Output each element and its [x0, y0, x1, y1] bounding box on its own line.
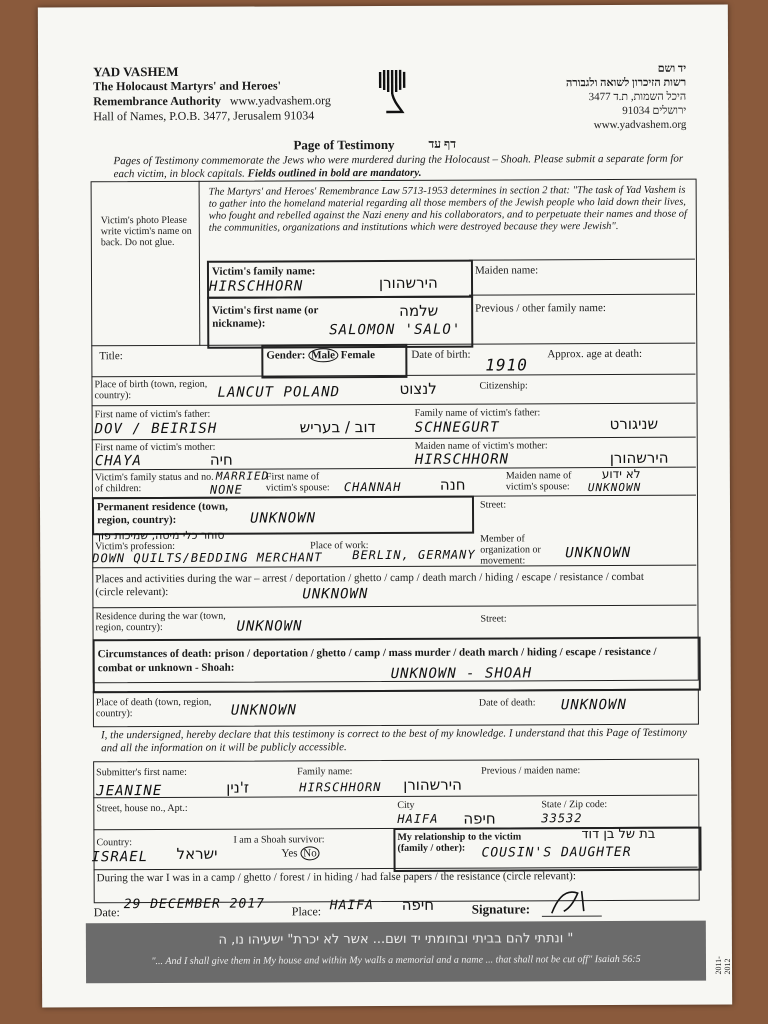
- war-places-label: Places and activities during the war – arrest / deportation / ghetto / camp / death march / hiding / escape / resistance / combat (circle relevant):: [95, 570, 644, 599]
- survivor-yes-option[interactable]: Yes: [281, 847, 298, 860]
- place-birth-value: LANCUT POLAND: [217, 384, 341, 401]
- family-name-value: HIRSCHHORN: [209, 278, 304, 295]
- submitter-previous-label: Previous / maiden name:: [481, 765, 581, 777]
- city-value: HAIFA: [397, 811, 439, 826]
- street-label: Street:: [479, 499, 507, 511]
- submitter-first-label: Submitter's first name:: [96, 766, 187, 779]
- zip-value: 33532: [541, 811, 583, 826]
- signature-label: Signature:: [471, 901, 531, 917]
- spouse-first-label: First name of victim's spouse:: [265, 471, 330, 494]
- during-war-label: During the war I was in a camp / ghetto / forest / in hiding / had false papers / the resistance (circle relevant):: [96, 870, 576, 885]
- survivor-no-option[interactable]: No: [300, 846, 320, 860]
- org-line2: The Holocaust Martyrs' and Heroes': [93, 78, 281, 94]
- address: Hall of Names, P.O.B. 3477, Jerusalem 91034: [93, 108, 315, 124]
- page-title-hebrew: דף עד: [428, 136, 457, 151]
- header-right-hebrew: יד ושם רשות הזיכרון לשואה ולגבורה היכל השמות, ת.ד 3477 ירושלים 91034 www.yadvashem.org: [565, 62, 687, 132]
- country-label: Country:: [96, 837, 133, 849]
- family-status-label: Victim's family status and no. of children:: [94, 471, 214, 495]
- relationship-hebrew: בת של בן דוד: [581, 826, 656, 843]
- permanent-residence-value: UNKNOWN: [250, 510, 317, 527]
- war-places-value: UNKNOWN: [302, 586, 369, 603]
- profession-value: DOWN QUILTS/BEDDING MERCHANT: [92, 550, 323, 566]
- father-family-hebrew: שניגורט: [609, 414, 659, 434]
- res-war-label: Residence during the war (town, region, country):: [95, 610, 226, 634]
- spouse-first-hebrew: חנה: [439, 475, 466, 494]
- law-text: The Martyrs' and Heroes' Remembrance Law 5713-1953 determines in section 2 that: "The task of Yad Vashem is to gather into the homeland material regarding all those members of the Jewish people who laid down their lives, who fought and rebelled against the Nazi eneny and his collaborators, and to perpetuate their names and those of the communities, organizations and institutions which were destroyed because they were Jewish".: [208, 184, 687, 234]
- member-org-value: UNKNOWN: [565, 544, 632, 562]
- place-birth-hebrew: לנצוט: [399, 379, 437, 398]
- first-name-value: SALOMON 'SALO': [329, 321, 462, 339]
- father-first-hebrew: דוב / בעריש: [299, 418, 376, 437]
- gender-female-option[interactable]: Female: [340, 349, 376, 362]
- org-name: YAD VASHEM: [93, 63, 179, 80]
- place-label: Place:: [291, 904, 322, 919]
- submitter-first-value: JEANINE: [96, 782, 163, 800]
- spouse-maiden-hebrew: לא ידוע: [601, 466, 641, 482]
- approx-age-label: Approx. age at death:: [547, 347, 643, 361]
- street-house-label: Street, house no., Apt.:: [96, 802, 188, 815]
- place-value: HAIFA: [329, 898, 374, 914]
- mother-maiden-label: Maiden name of victim's mother:: [414, 440, 548, 452]
- mother-maiden-value: HIRSCHHORN: [414, 451, 510, 468]
- quote-hebrew: " ונתתי להם בביתי ובחומתי יד ושם... אשר לא יכרת" ישעיהו נו, ה: [218, 931, 574, 948]
- testimony-form-page: YAD VASHEM The Holocaust Martyrs' and Heroes' Remembrance Authority www.yadvashem.org Hall of Names, P.O.B. 3477, Jerusalem 91034 יד ושם רשות הזיכרון לשואה ולגבורה היכל השמות, ת.ד 3477 ירושלים 91034 www.yadvashem.org Page of Testimony דף עד Pages of Testimony commemorate the Jews who were murdered during the Holocaust – Shoah. Please submit a separate form for each victim, in block capitals. Fields outlined in bold are mandatory. Victim's photo Please write victim's name on back. Do not glue. The Martyrs' and Heroes' Remembrance Law 5713-1953 determines in section 2 that: "The task of Yad Vashem is to gather into the homeland material regarding all those members of the Jewish people who laid down their lives, who fought and rebelled against the Nazi eneny and his collaborators, and to perpetuate their names and those of the communities, organizations and institutions which were destroyed because they were Jewish". Victim's family name: HIRSCHHORN הירשהורן Maiden name: Victim's first name (or nickname): SALOMON 'SALO' שלמה Previous / other family name: Title: Gender: Male Female Date of birth: 1910 Approx. age at death: Place of birth (town, region, country): LANCUT POLAND לנצוט Citizenship: First name of victim's father: DOV / BEIRISH דוב / בעריש Family name of victim's father: SCHNEGURT שניגורט First name of victim's mother: CHAYA חיה Maiden name of victim's mother: HIRSCHHORN הירשהורן Victim's family status and no. of children: MARRIED NONE First name of victim's spouse: CHANNAH חנה Maiden name of victim's spouse: לא ידוע UNKNOWN Permanent residence (town, region, country): UNKNOWN Street: סוחר כלי מיטה, שמיכות פוך Victim's profession: DOWN QUILTS/BEDDING MERCHANT Place of work: BERLIN, GERMANY Member of organization or movement: UNKNOWN Places and activities during the war – arrest / deportation / ghetto / camp / death march / hiding / escape / resistance / combat (circle relevant): UNKNOWN Residence during the war (town, region, country): UNKNOWN Street: Circumstances of death: prison / deportation / ghetto / camp / mass murder / death march / hiding / escape / resistance / combat or unknown - Shoah: UNKNOWN - SHOAH Place of death (town, region, country): UNKNOWN Date of death: UNKNOWN I, the undersigned, hereby declare that this testimony is correct to the best of my knowledge. I understand that this Page of Testimony and all the information on it will be publicly accessible. Submitter's first name: JEANINE ז'נין Family name: HIRSCHHORN הירשהורן Previous / maiden name: Street, house no., Apt.: City HAIFA חיפה State / Zip code: 33532 Country: ISRAEL ישראל I am a Shoah survivor: Yes No My relationship to the victim (family / other): בת של בן דוד COUSIN'S DAUGHTER During the war I was in a camp / ghetto / forest / in hiding / had false papers / the resistance (circle relevant): Date: 29 DECEMBER 2017 Place: HAIFA חיפה Signature: " ונתתי להם בביתי ובחומתי יד ושם... אשר לא יכרת" ישעיהו נו, ה "... And I shall give them in My house and within My walls a memorial and a name ... that shall not be cut off" Isaiah 56:5 2011-2012: [38, 4, 732, 1007]
- isaiah-quote-band: [86, 921, 706, 984]
- submitter-family-label: Family name:: [297, 766, 353, 778]
- declaration-text: I, the undersigned, hereby declare that this testimony is correct to the best of my knowledge. I understand that this Page of Testimony and all the information on it will be publicly accessible.: [100, 726, 687, 755]
- relationship-value: COUSIN'S DAUGHTER: [481, 844, 632, 861]
- city-label: City: [397, 799, 415, 811]
- submitter-first-hebrew: ז'נין: [226, 778, 250, 797]
- res-war-value: UNKNOWN: [236, 618, 303, 635]
- survivor-label: I am a Shoah survivor:: [233, 834, 325, 846]
- state-zip-label: State / Zip code:: [541, 799, 608, 811]
- father-family-label: Family name of victim's father:: [414, 407, 541, 419]
- country-value: ISRAEL: [91, 849, 149, 866]
- member-org-label: Member of organization or movement:: [480, 533, 541, 567]
- menorah-logo-icon: [376, 68, 408, 118]
- submitter-family-value: HIRSCHHORN: [299, 780, 382, 795]
- country-hebrew: ישראל: [176, 844, 218, 863]
- org-line3: Remembrance Authority: [93, 93, 221, 109]
- header-left: [93, 63, 331, 124]
- date-value: 29 DECEMBER 2017: [123, 896, 266, 913]
- first-name-hebrew: שלמה: [399, 301, 439, 320]
- place-work-value: BERLIN, GERMANY: [352, 547, 476, 563]
- dob-value: 1910: [485, 355, 528, 375]
- intro-text: Pages of Testimony commemorate the Jews who were murdered during the Holocaust – Shoah. Please submit a separate form for each victim, in block capitals. Fields outlined in bold are mandatory.: [113, 152, 684, 181]
- mother-maiden-hebrew: הירשהורן: [609, 448, 669, 468]
- handwritten-signature: [542, 881, 602, 919]
- place-hebrew: חיפה: [401, 895, 435, 914]
- place-death-value: UNKNOWN: [230, 702, 297, 719]
- circumstances-value: UNKNOWN - SHOAH: [390, 665, 533, 682]
- date-label: Date:: [93, 905, 120, 920]
- father-family-value: SCHNEGURT: [414, 419, 500, 436]
- date-death-label: Date of death:: [478, 697, 536, 709]
- family-status-value: MARRIED: [215, 469, 270, 483]
- submitter-family-hebrew: הירשהורן: [403, 775, 462, 794]
- spouse-first-value: CHANNAH: [343, 479, 402, 495]
- father-first-label: First name of victim's father:: [94, 408, 211, 421]
- mother-first-hebrew: חיה: [209, 450, 233, 469]
- spouse-maiden-value: UNKNOWN: [587, 480, 642, 495]
- family-name-hebrew: הירשהורן: [378, 273, 438, 293]
- mother-first-value: CHAYA: [94, 453, 142, 470]
- quote-english: "... And I shall give them in My house and within My walls a memorial and a name ... that shall not be cut off" Isaiah 56:5: [151, 953, 641, 968]
- father-first-value: DOV / BEIRISH: [94, 420, 218, 438]
- photo-note: Victim's photo Please write victim's name on back. Do not glue.: [100, 214, 192, 249]
- mother-first-label: First name of victim's mother:: [94, 441, 216, 454]
- gender-male-option[interactable]: Male: [308, 348, 338, 362]
- website: www.yadvashem.org: [229, 93, 331, 108]
- place-birth-label: Place of birth (town, region, country):: [94, 378, 208, 402]
- dob-label: Date of birth:: [411, 348, 471, 361]
- children-value: NONE: [209, 482, 243, 497]
- profession-hebrew: סוחר כלי מיטה, שמיכות פוך: [95, 528, 225, 543]
- spouse-maiden-label: Maiden name of victim's spouse:: [505, 470, 572, 493]
- title-label: Title:: [99, 350, 123, 363]
- place-death-label: Place of death (town, region, country):: [95, 696, 212, 720]
- date-death-value: UNKNOWN: [560, 696, 627, 714]
- city-hebrew: חיפה: [463, 809, 496, 828]
- citizenship-label: Citizenship:: [479, 380, 528, 392]
- profession-label: Victim's profession:: [95, 540, 176, 553]
- page-title: Page of Testimony: [293, 136, 395, 153]
- place-work-label: Place of work:: [310, 540, 369, 552]
- form-code: 2011-2012: [713, 956, 733, 975]
- previous-name-label: Previous / other family name:: [475, 302, 606, 315]
